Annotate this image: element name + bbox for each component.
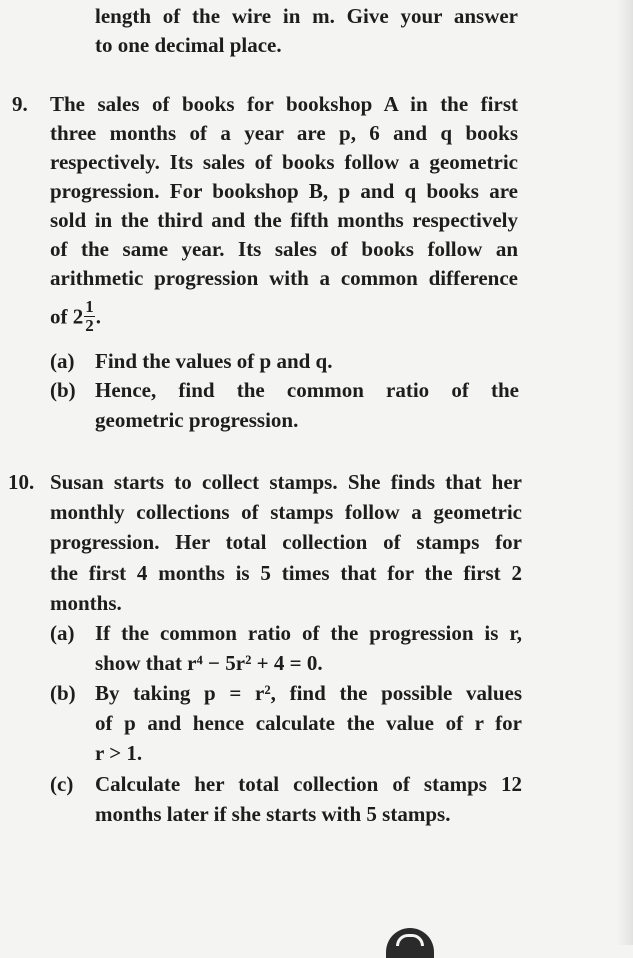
q9-part-a-text: Find the values of p and q. <box>95 349 333 373</box>
q10-part-b-line-2: of p and hence calculate the value of r for <box>95 711 522 735</box>
logo-partial-icon <box>386 928 434 958</box>
q10-line-5: months. <box>50 591 122 615</box>
q10-line-4: the first 4 months is 5 times that for the first 2 <box>50 561 522 585</box>
q9-part-b-label: (b) <box>50 378 76 402</box>
q10-part-b-label: (b) <box>50 681 76 705</box>
q10-part-b-line-1: By taking p = r², find the possible values <box>95 681 522 705</box>
continuation-line-1: length of the wire in m. Give your answer <box>95 4 518 28</box>
page-edge-shadow <box>617 0 633 945</box>
q9-line-7: arithmetic progression with a common difference <box>50 266 518 290</box>
q10-line-2: monthly collections of stamps follow a geometric <box>50 500 522 524</box>
q10-part-b-line-3: r > 1. <box>95 741 143 765</box>
q9-common-difference <box>50 297 101 337</box>
q9-part-a-label: (a) <box>50 349 75 373</box>
q10-part-a-label: (a) <box>50 621 75 645</box>
q10-part-c-line-2: months later if she starts with 5 stamps. <box>95 802 451 826</box>
q9-diff-denominator: 2 <box>85 316 94 335</box>
q9-line-3: respectively. Its sales of books follow a geometric <box>50 150 518 174</box>
q10-line-3: progression. Her total collection of stamps for <box>50 530 522 554</box>
q9-part-b-line-2: geometric progression. <box>95 408 299 432</box>
q9-line-1: The sales of books for bookshop A in the first <box>50 92 518 116</box>
q9-line-6: of the same year. Its sales of books follow an <box>50 237 518 261</box>
q9-diff-prefix: of 2 <box>50 304 84 329</box>
q10-line-1: Susan starts to collect stamps. She finds that her <box>50 470 522 494</box>
q10-part-a-line-1: If the common ratio of the progression is r, <box>95 621 522 645</box>
q9-part-b-line-1: Hence, find the common ratio of the <box>95 378 519 402</box>
q9-diff-fraction <box>84 298 95 335</box>
continuation-line-2: to one decimal place. <box>95 33 282 57</box>
q10-part-a-line-2: show that r⁴ − 5r² + 4 = 0. <box>95 651 323 675</box>
q9-line-5: sold in the third and the fifth months respectively <box>50 208 518 232</box>
q9-diff-suffix: . <box>95 304 101 329</box>
q9-line-2: three months of a year are p, 6 and q books <box>50 121 518 145</box>
q10-part-c-line-1: Calculate her total collection of stamps 12 <box>95 772 522 796</box>
q10-part-c-label: (c) <box>50 772 74 796</box>
question-9-number: 9. <box>12 92 28 116</box>
q9-diff-numerator: 1 <box>85 297 94 316</box>
question-10-number: 10. <box>8 470 35 494</box>
q9-line-4: progression. For bookshop B, p and q books are <box>50 179 518 203</box>
